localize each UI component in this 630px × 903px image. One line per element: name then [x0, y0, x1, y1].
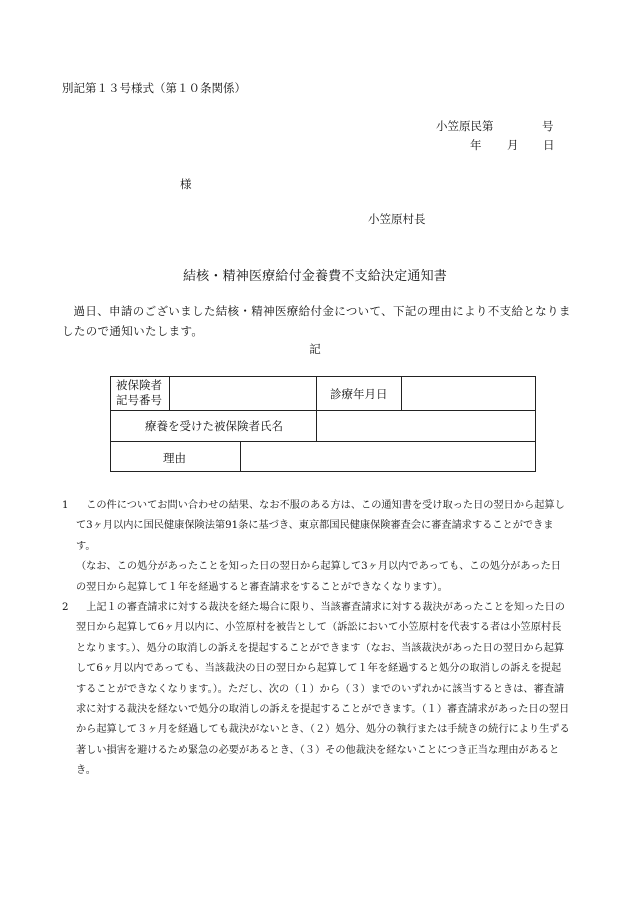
date-day: 日 [543, 138, 555, 152]
note-1 [62, 496, 570, 598]
ki-marker: 記 [309, 342, 321, 356]
form-reference: 別記第１３号様式（第１０条関係） [62, 81, 246, 95]
note-number: 2 [62, 602, 69, 614]
note-2 [62, 598, 570, 782]
insured-number-label: 被保険者 記号番号 [116, 378, 162, 407]
note-text: この件についてお問い合わせの結果、なお不服のある方は、この通知書を受け取った日の翌日から起算して3ヶ月以内に国民健康保険法第91条に基づき、東京都国民健康保険審査会に審査請求することができます。 [76, 500, 565, 552]
addressee-suffix: 様 [180, 177, 192, 191]
document-number-label: 小笠原民第 [436, 119, 494, 133]
body-text: 過日、申請のございました結核・精神医療給付金について、下記の理由により不支給となりましたので通知いたします。 [62, 304, 571, 338]
date-year: 年 [470, 138, 482, 152]
document-number-suffix: 号 [542, 119, 554, 133]
patient-name-label: 療養を受けた被保険者氏名 [145, 419, 283, 433]
note-text: 上記１の審査請求に対する裁決を経た場合に限り、当該審査請求に対する裁決があったことを知った日の翌日から起算して6ヶ月以内に、小笠原村を被告として（訴訟において小笠原村を代表する者は小笠原村長となります。）、処分の取消しの訴えを提起することができます（なお、当該裁決があった日の翌日から起算して6ヶ月以内であっても、当該裁決の日の翌日から起算して１年を経過すると処分の取消しの訴えを提起することができなくなります。）。ただし、次の（１）から（３）までのいずれかに該当するときは、審査請求に対する裁決を経ないで処分の取消しの訴えを提起することができます。（１）審査請求があった日の翌日から起算して３ヶ月を経過しても裁決がないとき、（２）処分、処分の執行または手続きの続行により生ずる著しい損害を避けるため緊急の必要があるとき、（３）その他裁決を経ないことにつき正当な理由があるとき。 [76, 602, 570, 777]
note-number: 1 [62, 500, 69, 511]
reason-label: 理由 [163, 451, 186, 465]
document-title: 結核・精神医療給付金養費不支給決定通知書 [182, 269, 447, 284]
issuer: 小笠原村長 [368, 212, 426, 226]
details-table [110, 376, 536, 472]
notes [62, 496, 570, 782]
treatment-date-label: 診療年月日 [330, 387, 388, 401]
note-text: （なお、この処分があったことを知った日の翌日から起算して3ヶ月以内であっても、この処分があった日の翌日から起算して１年を経過すると審査請求をすることができなくなります）。 [76, 561, 561, 593]
date-month: 月 [507, 138, 519, 152]
